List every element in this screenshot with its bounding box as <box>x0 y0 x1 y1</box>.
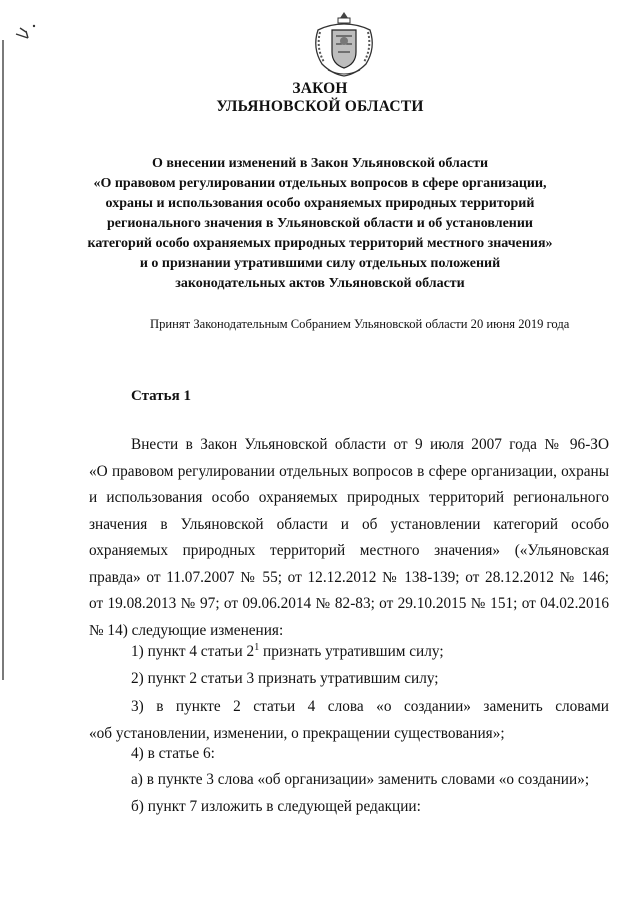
subject-line: О внесении изменений в Закон Ульяновской области <box>151 156 489 171</box>
subject-line: охраны и использования особо охраняемых природных территорий <box>105 196 535 211</box>
paragraph-line: значения в Ульяновской области и об установлении категорий особо <box>89 515 609 533</box>
subject-line: и о признании утратившими силу отдельных положений <box>139 256 501 271</box>
law-subject-heading <box>80 154 560 294</box>
list-item-4b: б) пункт 7 изложить в следующей редакции: <box>131 798 421 815</box>
list-item-1 <box>89 642 640 661</box>
paragraph-line: охраняемых природных территорий местного значения» («Ульяновская <box>89 542 609 559</box>
subject-line: регионального значения в Ульяновской области и об установлении <box>106 216 533 231</box>
paragraph-line: от 19.08.2013 № 97; от 09.06.2014 № 82-83; от 29.10.2015 № 151; от 04.02.2016 <box>89 595 609 612</box>
list-item-4a: а) в пункте 3 слова «об организации» заменить словами «о создании»; <box>131 771 590 788</box>
scan-corner-mark-icon <box>14 20 54 50</box>
subject-line: законодательных актов Ульяновской области <box>175 276 465 291</box>
item-text: 1) пункт 4 статьи 2 <box>131 643 255 661</box>
paragraph-line: «О правовом регулировании отдельных вопросов в сфере организации, охраны <box>89 462 609 480</box>
adoption-note: Принят Законодательным Собранием Ульяновской области 20 июня 2019 года <box>150 317 570 331</box>
paragraph-line: и использования особо охраняемых природных территорий регионального <box>89 489 609 506</box>
item-line: 3) в пункте 2 статьи 4 слова «о создании» заменить словами <box>131 698 609 715</box>
scan-edge-line <box>2 40 4 680</box>
item-text: признать утратившим силу; <box>259 643 444 661</box>
subject-line: категорий особо охраняемых природных территорий местного значения» <box>87 236 553 251</box>
list-item-4: 4) в статье 6: <box>131 745 215 762</box>
article-heading: Статья 1 <box>131 388 191 404</box>
region-label: УЛЬЯНОВСКОЙ ОБЛАСТИ <box>216 98 424 115</box>
law-label: ЗАКОН <box>292 80 348 97</box>
article-paragraph <box>89 432 609 644</box>
paragraph-line: № 14) следующие изменения: <box>89 621 284 639</box>
paragraph-line: Внести в Закон Ульяновской области от 9 июля 2007 года № 96-ЗО <box>131 436 609 453</box>
paragraph-line: правда» от 11.07.2007 № 55; от 12.12.2012 № 138-139; от 28.12.2012 № 146; <box>89 568 609 586</box>
list-item-2: 2) пункт 2 статьи 3 признать утратившим силу; <box>131 670 439 687</box>
list-item-3 <box>89 694 609 747</box>
item-line: «об установлении, изменении, о прекращении существования»; <box>89 724 505 742</box>
subject-line: «О правовом регулировании отдельных вопросов в сфере организации, <box>93 176 547 191</box>
item-superscript: 1 <box>254 642 260 653</box>
coat-of-arms-icon <box>308 8 380 80</box>
